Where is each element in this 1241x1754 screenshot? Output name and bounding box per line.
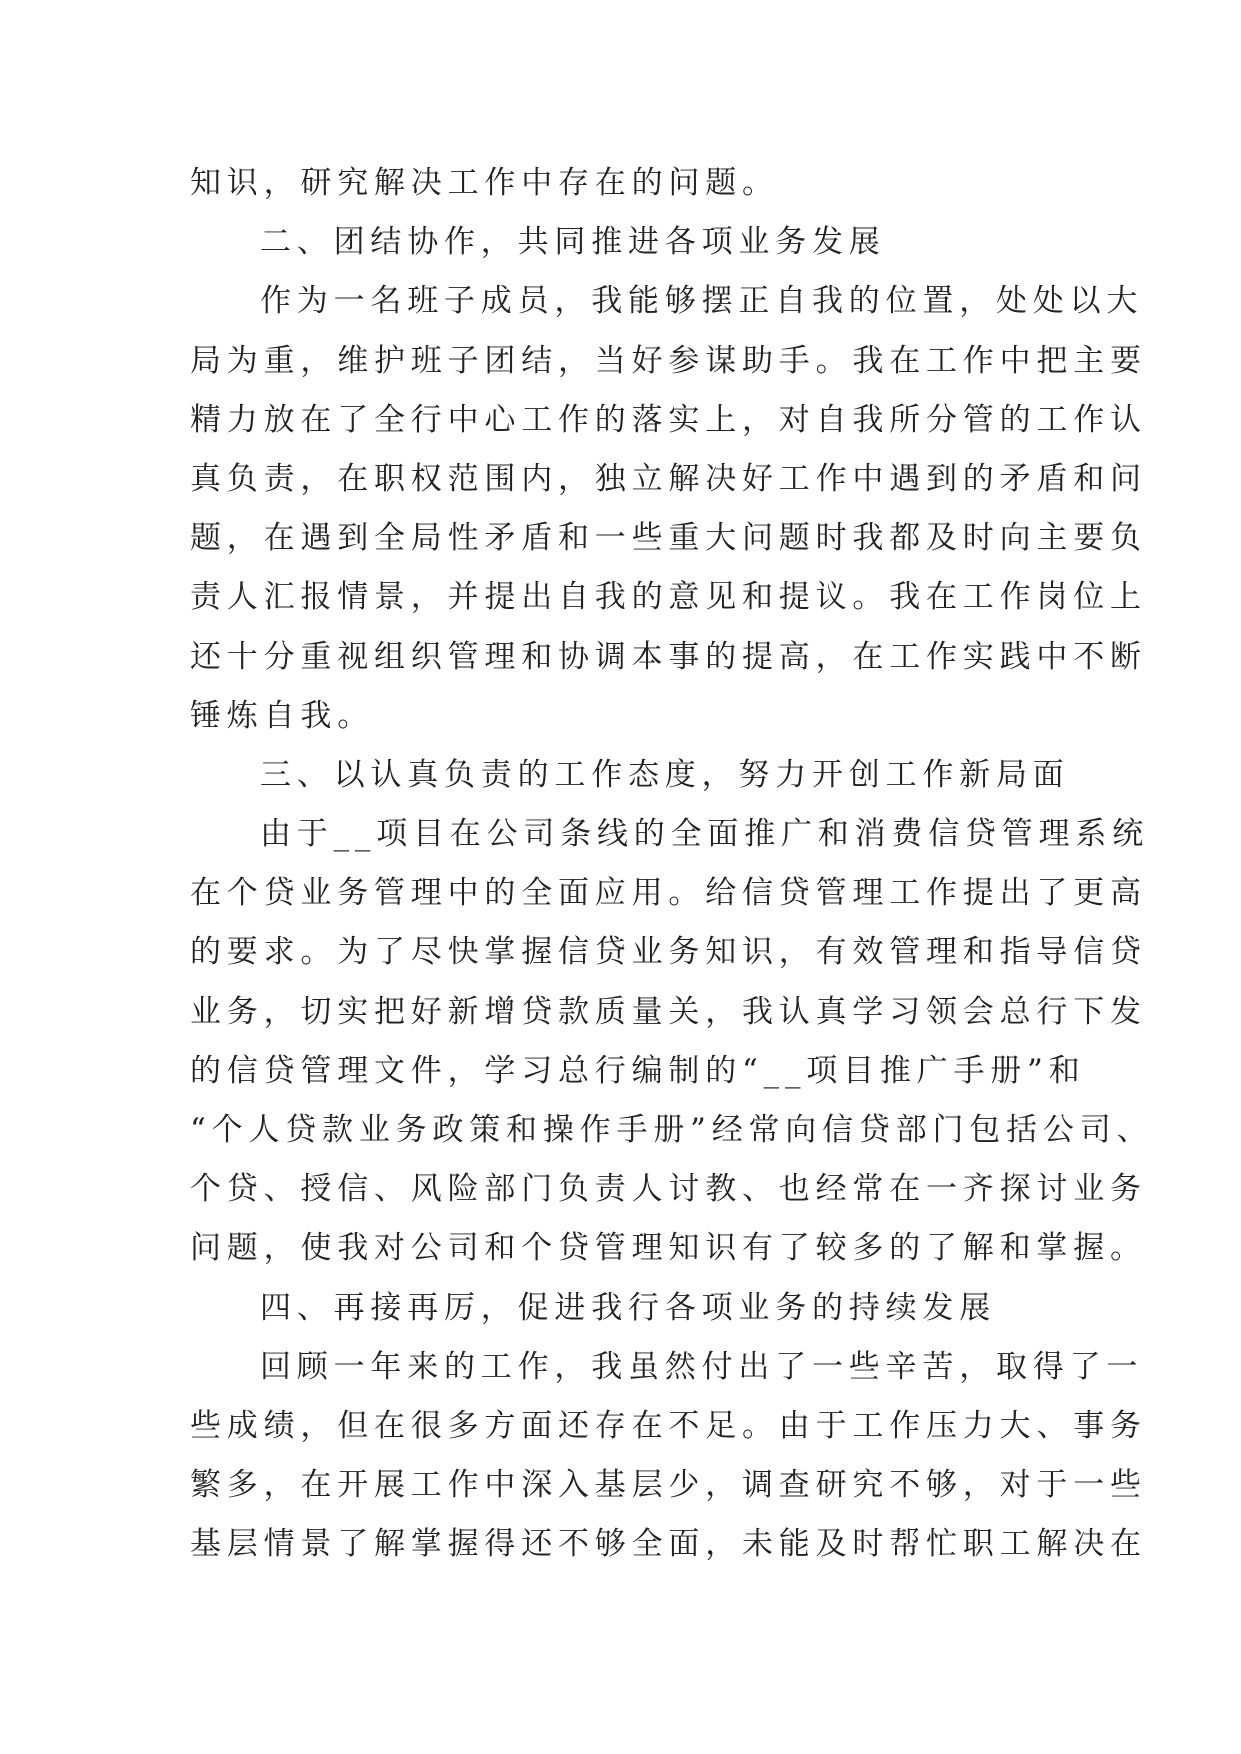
text-line: 真负责，在职权范围内，独立解决好工作中遇到的矛盾和问 — [190, 460, 1147, 497]
text-line: 繁多，在开展工作中深入基层少，调查研究不够，对于一些 — [190, 1467, 1147, 1504]
text-line: 基层情景了解掌握得还不够全面，未能及时帮忙职工解决在 — [190, 1526, 1147, 1563]
body-text — [190, 154, 1154, 1575]
section-heading: 四、再接再厉，促进我行各项业务的持续发展 — [260, 1289, 996, 1326]
text-line: 题，在遇到全局性矛盾和一些重大问题时我都及时向主要负 — [190, 520, 1147, 557]
text-line: 的信贷管理文件，学习总行编制的“__项目推广手册”和 — [190, 1052, 1086, 1089]
text-line: 由于__项目在公司条线的全面推广和消费信贷管理系统 — [260, 816, 1149, 853]
section-heading: 二、团结协作，共同推进各项业务发展 — [260, 224, 886, 261]
text-line: 知识，研究解决工作中存在的问题。 — [190, 165, 779, 201]
text-line: 在个贷业务管理中的全面应用。给信贷管理工作提出了更高 — [190, 875, 1147, 912]
text-line: 精力放在了全行中心工作的落实上，对自我所分管的工作认 — [190, 401, 1147, 438]
text-line: 些成绩，但在很多方面还存在不足。由于工作压力大、事务 — [190, 1407, 1147, 1444]
text-line: 还十分重视组织管理和协调本事的提高，在工作实践中不断 — [190, 638, 1147, 675]
text-line: 的要求。为了尽快掌握信贷业务知识，有效管理和指导信贷 — [190, 934, 1147, 971]
text-line: 个贷、授信、风险部门负责人讨教、也经常在一齐探讨业务 — [190, 1171, 1147, 1208]
text-line: 业务，切实把好新增贷款质量关，我认真学习领会总行下发 — [190, 993, 1147, 1030]
text-line: 局为重，维护班子团结，当好参谋助手。我在工作中把主要 — [190, 342, 1147, 379]
section-heading: 三、以认真负责的工作态度，努力开创工作新局面 — [260, 756, 1070, 793]
text-line: 回顾一年来的工作，我虽然付出了一些辛苦，取得了一 — [260, 1348, 1144, 1385]
text-line: 锤炼自我。 — [190, 697, 374, 734]
text-line: 作为一名班子成员，我能够摆正自我的位置，处处以大 — [260, 283, 1144, 320]
text-line: “个人贷款业务政策和操作手册”经常向信贷部门包括公司、 — [190, 1112, 1154, 1148]
text-line: 问题，使我对公司和个贷管理知识有了较多的了解和掌握。 — [190, 1230, 1147, 1267]
text-line: 责人汇报情景，并提出自我的意见和提议。我在工作岗位上 — [190, 579, 1147, 616]
